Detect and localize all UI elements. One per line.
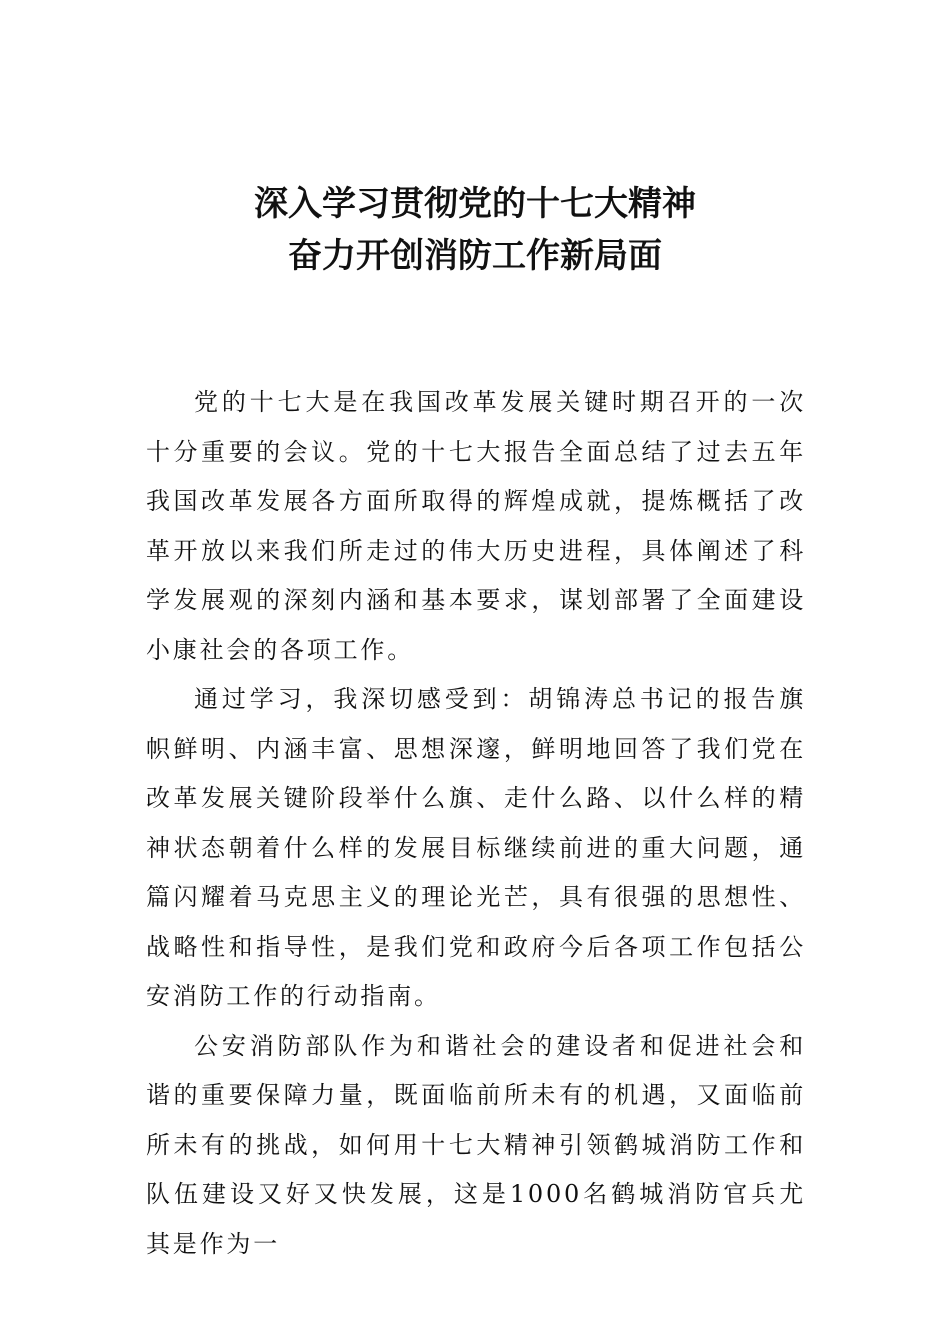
paragraph-3: 公安消防部队作为和谐社会的建设者和促进社会和谐的重要保障力量，既面临前所未有的机遇，又面临前所未有的挑战，如何用十七大精神引领鹤城消防工作和队伍建设又好又快发展，这是1000名鹤城消防官兵尤其是作为一: [146, 1031, 806, 1258]
title-line-1: 深入学习贯彻党的十七大精神: [254, 184, 696, 224]
paragraph-1: 党的十七大是在我国改革发展关键时期召开的一次十分重要的会议。党的十七大报告全面总结了过去五年我国改革发展各方面所取得的辉煌成就，提炼概括了改革开放以来我们所走过的伟大历史进程，具体阐述了科学发展观的深刻内涵和基本要求，谋划部署了全面建设小康社会的各项工作。: [146, 388, 806, 664]
title-line-2: 奋力开创消防工作新局面: [288, 236, 662, 276]
paragraph-2: 通过学习，我深切感受到：胡锦涛总书记的报告旗帜鲜明、内涵丰富、思想深邃，鲜明地回答了我们党在改革发展关键阶段举什么旗、走什么路、以什么样的精神状态朝着什么样的发展目标继续前进的重大问题，通篇闪耀着马克思主义的理论光芒，具有很强的思想性、战略性和指导性，是我们党和政府今后各项工作包括公安消防工作的行动指南。: [146, 685, 806, 1010]
document-title: [0, 178, 950, 282]
document-body: [146, 378, 806, 1269]
